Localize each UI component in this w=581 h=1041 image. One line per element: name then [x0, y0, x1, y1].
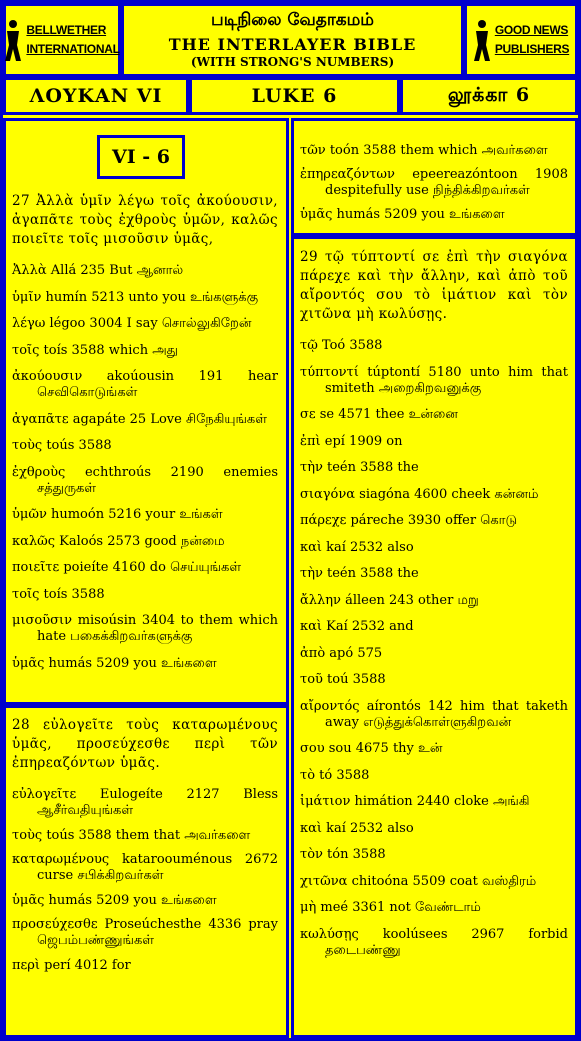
left-top-content — [12, 192, 278, 682]
word-entry: λέγω légoo 3004 I say சொல்லுகிறேன் — [12, 316, 252, 331]
word-entry: ἀκούουσιν akoúousin 191 hear செவிகொடுங்கள் — [12, 369, 278, 400]
word-entry: μὴ meé 3361 not வேண்டாம் — [300, 900, 481, 915]
word-entry: ὑμῶν humoón 5216 your உங்கள் — [12, 507, 223, 522]
book-greek-cell — [3, 77, 189, 115]
word-entry: καὶ kaí 2532 also — [300, 539, 414, 555]
goodnews-logo — [464, 3, 578, 77]
verse-28-text: 28 εὐλογεῖτε τοὺς καταρωμένους ὑμᾶς, προσεύχεσθε περὶ τῶν ἐπηρεαζόντων ὑμᾶς. — [12, 717, 278, 771]
word-entry: ἀγαπᾶτε agapáte 25 Love சிநேகியுங்கள் — [12, 411, 267, 427]
chapter-badge: VI - 6 — [97, 135, 185, 179]
word-entry: περὶ perí 4012 for — [12, 957, 131, 973]
logo-line-2: INTERNATIONAL — [26, 42, 120, 56]
word-entry: σιαγόνα siagóna 4600 cheek கன்னம் — [300, 486, 539, 502]
right-top-content — [300, 143, 568, 231]
logo-line-1: GOOD NEWS — [494, 23, 569, 37]
word-entry: πάρεχε páreche 3930 offer கொடு — [300, 513, 518, 528]
book-tamil-cell — [400, 77, 578, 115]
title-english: THE INTERLAYER BIBLE — [168, 35, 417, 54]
word-entry: τοῖς toís 3588 — [12, 586, 105, 602]
word-entry: αἴροντός aírontós 142 him that taketh away எடுத்துக்கொள்ளுகிறவன் — [300, 698, 568, 730]
word-list — [12, 263, 278, 672]
left-bottom-content — [12, 716, 278, 982]
word-entry: τοῦ toú 3588 — [300, 672, 386, 687]
word-entry: τοῖς toís 3588 which அது — [12, 342, 178, 358]
right-bottom-content — [300, 248, 568, 969]
book-english-cell — [189, 77, 400, 115]
figure-icon — [4, 17, 22, 63]
word-entry: ἱμάτιον himátion 2440 cloke அங்கி — [300, 794, 530, 809]
word-entry: ἐπὶ epí 1909 on — [300, 433, 403, 449]
word-entry: τοὺς toús 3588 — [12, 438, 112, 453]
word-entry: προσεύχεσθε Proseúchesthe 4336 pray ஜெபம்பண்ணுங்கள் — [12, 917, 278, 948]
figure-icon — [473, 17, 491, 63]
title-block — [121, 3, 464, 77]
word-entry: μισοῦσιν misoúsin 3404 to them which hate பகைக்கிறவர்களுக்கு — [12, 613, 278, 644]
word-entry: καλῶς Kaloós 2573 good நன்மை — [12, 533, 225, 549]
logo-line-2: PUBLISHERS — [494, 42, 570, 56]
word-entry: κωλύσῃς koolúsees 2967 forbid தடைபண்ணு — [300, 926, 568, 958]
word-entry: ἐχθροὺς echthroús 2190 enemies சத்துருகள் — [12, 464, 278, 496]
title-tamil: படிநிலை வேதாகமம் — [211, 10, 374, 30]
word-list — [300, 143, 568, 223]
word-entry: ἄλλην álleen 243 other மறு — [300, 592, 479, 608]
title-subtitle: (WITH STRONG'S NUMBERS) — [190, 55, 395, 69]
word-entry: Ἀλλὰ Allá 235 But ஆனால் — [12, 263, 184, 278]
word-entry: τὴν teén 3588 the — [300, 460, 419, 475]
word-entry: τοὺς toús 3588 them that அவர்களை — [12, 827, 251, 843]
verse-29-text: 29 τῷ τύπτοντί σε ἐπὶ τὴν σιαγόνα πάρεχε καὶ τὴν ἄλλην, καὶ ἀπὸ τοῦ αἴροντός σου τὸ ἱμάτιον καὶ τὸν χιτῶνα μὴ κωλύσῃς. — [300, 249, 568, 322]
word-entry: ἀπὸ apó 575 — [300, 645, 383, 661]
word-entry: τύπτοντί túptontí 5180 unto him that smiteth அறைகிறவனுக்கு — [300, 364, 568, 396]
book-greek: ΛΟΥΚΑΝ VI — [29, 85, 163, 107]
word-list — [12, 787, 278, 974]
word-entry: ὑμῖν humín 5213 unto you உங்களுக்கு — [12, 289, 259, 305]
word-list — [300, 338, 568, 959]
word-entry: σε se 4571 thee உன்னை — [300, 407, 458, 422]
bellwether-logo — [3, 3, 121, 77]
word-entry: ποιεῖτε poieíte 4160 do செய்யுங்கள் — [12, 560, 242, 575]
word-entry: ὑμᾶς humás 5209 you உங்களை — [12, 892, 217, 908]
word-entry: τὸν tón 3588 — [300, 847, 386, 862]
word-entry: ὑμᾶς humás 5209 you உங்களை — [12, 655, 217, 671]
verse-27-text: 27 Ἀλλὰ ὑμῖν λέγω τοῖς ἀκούουσιν, ἀγαπᾶτε τοὺς ἐχθροὺς ὑμῶν, καλῶς ποιεῖτε τοῖς μισοῦσιν ὑμᾶς, — [12, 193, 278, 247]
word-entry: τῶν toón 3588 them which அவர்களை — [300, 143, 548, 158]
book-tamil: லூக்கா 6 — [447, 83, 531, 106]
word-entry: τῷ Toó 3588 — [300, 338, 383, 353]
word-entry: χιτῶνα chitoóna 5509 coat வஸ்திரம் — [300, 873, 537, 889]
word-entry: καὶ kaí 2532 also — [300, 820, 414, 836]
word-entry: ὑμᾶς humás 5209 you உங்களை — [300, 207, 505, 222]
word-entry: ἐπηρεαζόντων epeereazóntoon 1908 despitefully use நிந்திக்கிறவர்கள் — [300, 167, 568, 198]
word-entry: εὐλογεῖτε Eulogeíte 2127 Bless ஆசீர்வதியுங்கள் — [12, 787, 278, 818]
word-entry: σου sou 4675 thy உன் — [300, 741, 443, 756]
word-entry: καταρωμένους kataroouménous 2672 curse சபிக்கிறவர்கள் — [12, 852, 278, 883]
word-entry: τὸ tó 3588 — [300, 767, 370, 783]
logo-line-1: BELLWETHER — [26, 23, 107, 37]
word-entry: τὴν teén 3588 the — [300, 566, 419, 581]
book-english: LUKE 6 — [251, 85, 338, 107]
word-entry: καὶ Kaí 2532 and — [300, 619, 414, 634]
